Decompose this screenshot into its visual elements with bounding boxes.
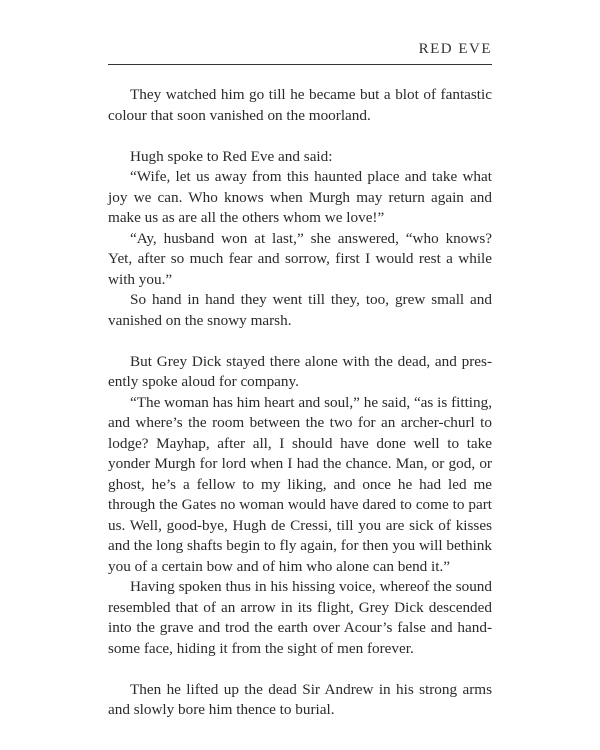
paragraph: “Wife, let us away from this haunted place and take what joy we can. Who knows when Murgh may return again and make us as are all the others whom we love!” [108, 168, 492, 226]
paragraph: “The woman has him heart and soul,” he said, “as is fitting, and where’s the room between the two for an archer-churl to lodge? Mayhap, after all, I should have done well to take yonder Murgh for lord when I had the chance. Man, or god, or ghost, he’s a fellow to my liking, and once he had led me through the Gates no woman would have dared to come to part us. Well, good-bye, Hugh de Cressi, till you are sick of kisses and the long shafts begin to fly again, for then you will bethink you of a certain bow and of him who alone can bend it.” [108, 393, 492, 575]
paragraph: “Ay, husband won at last,” she answered, “who knows? Yet, after so much fear and sorrow, first I would rest a while with you.” [108, 229, 492, 288]
paragraph: Having spoken thus in his hissing voice, whereof the sound resembled that of an arrow in its flight, Grey Dick descended into the grave and trod the earth over Acour’s false and handsome face, hiding it from the sight of men forever. [108, 578, 492, 657]
paragraph: They watched him go till he became but a blot of fantastic colour that soon vanished on the moorland. [108, 86, 492, 124]
body-text [108, 85, 492, 721]
running-head-title: RED EVE [418, 41, 492, 57]
paragraph: Then he lifted up the dead Sir Andrew in his strong arms and slowly bore him thence to burial. [108, 680, 492, 718]
header-rule [108, 64, 492, 65]
paragraph: Hugh spoke to Red Eve and said: [130, 147, 333, 165]
paragraph: So hand in hand they went till they, too, grew small and vanished on the snowy marsh. [108, 291, 492, 329]
paragraph: But Grey Dick stayed there alone with the dead, and presently spoke aloud for company. [108, 352, 492, 390]
